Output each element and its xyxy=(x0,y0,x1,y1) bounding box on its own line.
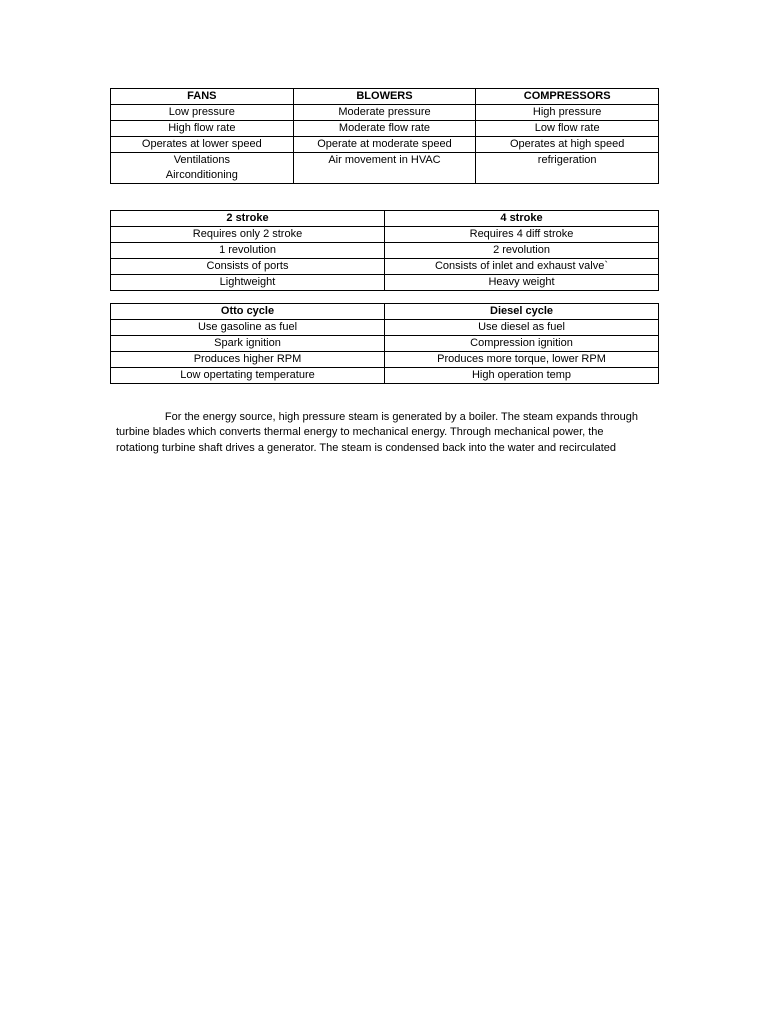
table-row xyxy=(111,275,659,291)
table-cell xyxy=(385,320,659,336)
table-cell xyxy=(385,243,659,259)
cell-text: Compression ignition xyxy=(470,337,573,349)
cell-text: Moderate pressure xyxy=(338,106,431,118)
cell-text: High flow rate xyxy=(168,122,236,134)
cell-text: High operation temp xyxy=(471,369,572,381)
cell-text: Low flow rate xyxy=(534,122,600,134)
cell-text: Requires only 2 stroke xyxy=(192,228,303,240)
table-row xyxy=(111,259,659,275)
table-cell xyxy=(385,336,659,352)
table-cell xyxy=(111,227,385,243)
table-cell xyxy=(293,121,476,137)
table-cell xyxy=(385,275,659,291)
cell-text: Operates at lower speed xyxy=(141,138,262,150)
cell-text: Produces higher RPM xyxy=(193,353,302,365)
cell-text: Heavy weight xyxy=(488,276,555,288)
steam-turbine-paragraph: For the energy source, high pressure steam is generated by a boiler. The steam expands through turbine blades which converts thermal energy to mechanical energy. Through mechanical power, the rotationg turbine shaft drives a generator. The steam is condensed back into the water and recirculated xyxy=(116,411,638,454)
table-row xyxy=(111,153,659,184)
table-cell xyxy=(293,137,476,153)
table-cell xyxy=(476,137,659,153)
cell-text: Consists of ports xyxy=(206,260,289,272)
cell-text: Lightweight xyxy=(219,276,276,288)
cell-text: 1 revolution xyxy=(219,244,276,256)
cell-text: Consists of inlet and exhaust valve` xyxy=(434,260,609,272)
table-cell xyxy=(385,259,659,275)
cell-text: Produces more torque, lower RPM xyxy=(437,353,606,365)
table-cell xyxy=(111,352,385,368)
table-cell xyxy=(111,153,294,184)
cell-text: Use diesel as fuel xyxy=(478,321,565,333)
fans-blowers-compressors-table xyxy=(110,88,659,184)
table-cell xyxy=(111,137,294,153)
cell-text: refrigeration xyxy=(537,154,597,166)
table-cell xyxy=(111,275,385,291)
table-header-row xyxy=(111,304,659,320)
cell-text: Operates at high speed xyxy=(509,138,625,150)
column-header: 2 stroke xyxy=(111,211,385,227)
column-header: Diesel cycle xyxy=(385,304,659,320)
table-row xyxy=(111,320,659,336)
column-header: 4 stroke xyxy=(385,211,659,227)
table-row xyxy=(111,336,659,352)
table-cell xyxy=(111,336,385,352)
table-cell xyxy=(385,227,659,243)
table-cell xyxy=(111,320,385,336)
table-row xyxy=(111,137,659,153)
table-cell xyxy=(111,105,294,121)
column-header: Otto cycle xyxy=(111,304,385,320)
table-cell xyxy=(385,352,659,368)
table-cell xyxy=(385,368,659,384)
table-header-row xyxy=(111,211,659,227)
table-cell xyxy=(111,243,385,259)
cell-text: Requires 4 diff stroke xyxy=(469,228,574,240)
table-cell xyxy=(476,153,659,184)
table-header-row xyxy=(111,89,659,105)
column-header: COMPRESSORS xyxy=(476,89,659,105)
table-row xyxy=(111,105,659,121)
table-row xyxy=(111,243,659,259)
table-cell xyxy=(111,121,294,137)
table-row xyxy=(111,121,659,137)
table-cell xyxy=(111,368,385,384)
cell-text: Low opertating temperature xyxy=(180,369,315,381)
table-row xyxy=(111,352,659,368)
table-row xyxy=(111,368,659,384)
table-cell xyxy=(293,105,476,121)
table-cell xyxy=(293,153,476,184)
cell-text: Use gasoline as fuel xyxy=(197,321,298,333)
cell-text: Air movement in HVAC xyxy=(328,154,441,166)
column-header: FANS xyxy=(111,89,294,105)
cell-text: Spark ignition xyxy=(214,337,281,349)
cell-text: Moderate flow rate xyxy=(338,122,431,134)
table-row xyxy=(111,227,659,243)
table-cell xyxy=(476,105,659,121)
column-header: BLOWERS xyxy=(293,89,476,105)
cell-text: Operate at moderate speed xyxy=(317,138,452,150)
stroke-engine-comparison-table xyxy=(110,210,659,291)
cell-text: Low pressure xyxy=(168,106,235,118)
otto-diesel-cycle-table xyxy=(110,303,659,384)
cell-text: Ventilations xyxy=(173,154,230,166)
table-cell xyxy=(111,259,385,275)
cell-text: High pressure xyxy=(532,106,602,118)
table-cell xyxy=(476,121,659,137)
cell-text: 2 revolution xyxy=(493,244,550,256)
cell-text: Airconditioning xyxy=(165,169,238,181)
